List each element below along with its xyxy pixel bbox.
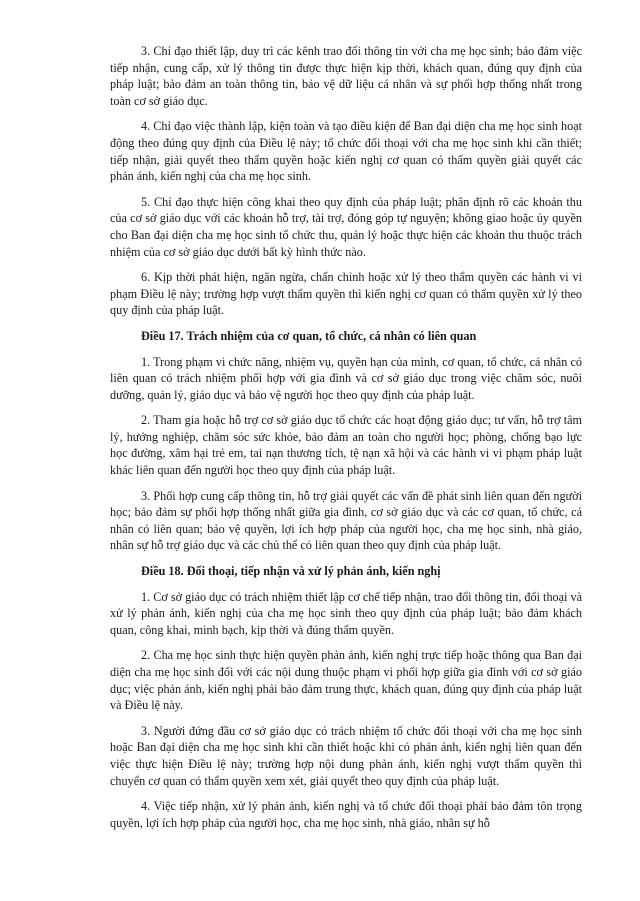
document-body <box>110 43 582 840</box>
paragraph-art18-clause3: 3. Người đứng đầu cơ sở giáo dục có trách nhiệm tổ chức đối thoại với cha mẹ học sinh hoặc Ban đại diện cha mẹ học sinh khi cần thiết hoặc khi có phản ánh, kiến nghị liên quan đến việc thực hiện Điều lệ này; trường hợp nội dung phản ánh, kiến nghị vượt thẩm quyền thì chuyển cơ quan có thẩm quyền xem xét, giải quyết theo quy định của pháp luật. <box>110 723 582 788</box>
paragraph-art17-clause1: 1. Trong phạm vi chức năng, nhiệm vụ, quyền hạn của mình, cơ quan, tổ chức, cá nhân có liên quan có trách nhiệm phối hợp với gia đình và cơ sở giáo dục trong việc chăm sóc, nuôi dưỡng, quản lý, giáo dục và bảo vệ người học theo quy định của pháp luật. <box>110 354 582 402</box>
article-18-heading: Điều 18. Đối thoại, tiếp nhận và xử lý phản ánh, kiến nghị <box>141 564 441 579</box>
paragraph-art16-clause5: 5. Chỉ đạo thực hiện công khai theo quy định của pháp luật; phân định rõ các khoản thu của cơ sở giáo dục với các khoản hỗ trợ, tài trợ, đóng góp tự nguyện; không giao hoặc ủy quyền cho Ban đại diện cha mẹ học sinh tổ chức thu, quản lý hoặc thực hiện các khoản thu thuộc trách nhiệm của cơ sở giáo dục dưới bất kỳ hình thức nào. <box>110 194 582 259</box>
paragraph-art16-clause4: 4. Chỉ đạo việc thành lập, kiện toàn và tạo điều kiện để Ban đại diện cha mẹ học sinh hoạt động theo đúng quy định của Điều lệ này; tổ chức đối thoại với cha mẹ học sinh khi cần thiết; tiếp nhận, giải quyết theo thẩm quyền hoặc kiến nghị cơ quan có thẩm quyền giải quyết các phản ánh, kiến nghị của cha mẹ học sinh. <box>110 119 582 184</box>
paragraph-art16-clause6: 6. Kịp thời phát hiện, ngăn ngừa, chấn chỉnh hoặc xử lý theo thẩm quyền các hành vi vi phạm Điều lệ này; trường hợp vượt thẩm quyền thì kiến nghị cơ quan có thẩm quyền xử lý theo quy định của pháp luật. <box>110 270 582 318</box>
paragraph-art17-clause3: 3. Phối hợp cung cấp thông tin, hỗ trợ giải quyết các vấn đề phát sinh liên quan đến người học; bảo đảm sự phối hợp thống nhất giữa gia đình, cơ sở giáo dục và các cơ quan, tổ chức, cá nhân có liên quan; bảo vệ quyền, lợi ích hợp pháp của người học, cha mẹ học sinh, nhà giáo, nhân sự hỗ trợ giáo dục và các chủ thể có liên quan theo quy định của pháp luật. <box>110 488 582 553</box>
article-17-heading: Điều 17. Trách nhiệm của cơ quan, tổ chức, cá nhân có liên quan <box>141 328 477 343</box>
paragraph-art18-clause4: 4. Việc tiếp nhận, xử lý phản ánh, kiến nghị và tổ chức đối thoại phải bảo đảm tôn trọng quyền, lợi ích hợp pháp của người học, cha mẹ học sinh, nhà giáo, nhân sự hỗ <box>110 799 582 830</box>
paragraph-art17-clause2: 2. Tham gia hoặc hỗ trợ cơ sở giáo dục tổ chức các hoạt động giáo dục; tư vấn, hỗ trợ tâm lý, hướng nghiệp, chăm sóc sức khỏe, bảo đảm an toàn cho người học; phòng, chống bạo lực học đường, xâm hại trẻ em, tai nạn thương tích, tệ nạn xã hội và các hành vi vi phạm pháp luật khác liên quan đến người học theo quy định của pháp luật. <box>110 413 582 478</box>
paragraph-art18-clause1: 1. Cơ sở giáo dục có trách nhiệm thiết lập cơ chế tiếp nhận, trao đổi thông tin, đối thoại và xử lý phản ánh, kiến nghị của cha mẹ học sinh theo quy định của pháp luật; bảo đảm khách quan, công khai, minh bạch, kịp thời và đúng thẩm quyền. <box>110 589 582 637</box>
paragraph-art18-clause2: 2. Cha mẹ học sinh thực hiện quyền phản ánh, kiến nghị trực tiếp hoặc thông qua Ban đại diện cha mẹ học sinh đối với các nội dung thuộc phạm vi phối hợp giữa gia đình với cơ sở giáo dục; việc phản ánh, kiến nghị phải bảo đảm trung thực, khách quan, đúng quy định của pháp luật và Điều lệ này. <box>110 648 582 713</box>
paragraph-art16-clause3: 3. Chỉ đạo thiết lập, duy trì các kênh trao đổi thông tin với cha mẹ học sinh; bảo đảm việc tiếp nhận, cung cấp, xử lý thông tin được thực hiện kịp thời, khách quan, đúng quy định của pháp luật; bảo đảm an toàn thông tin, bảo vệ dữ liệu cá nhân và sự phối hợp thống nhất trong toàn cơ sở giáo dục. <box>110 44 582 108</box>
